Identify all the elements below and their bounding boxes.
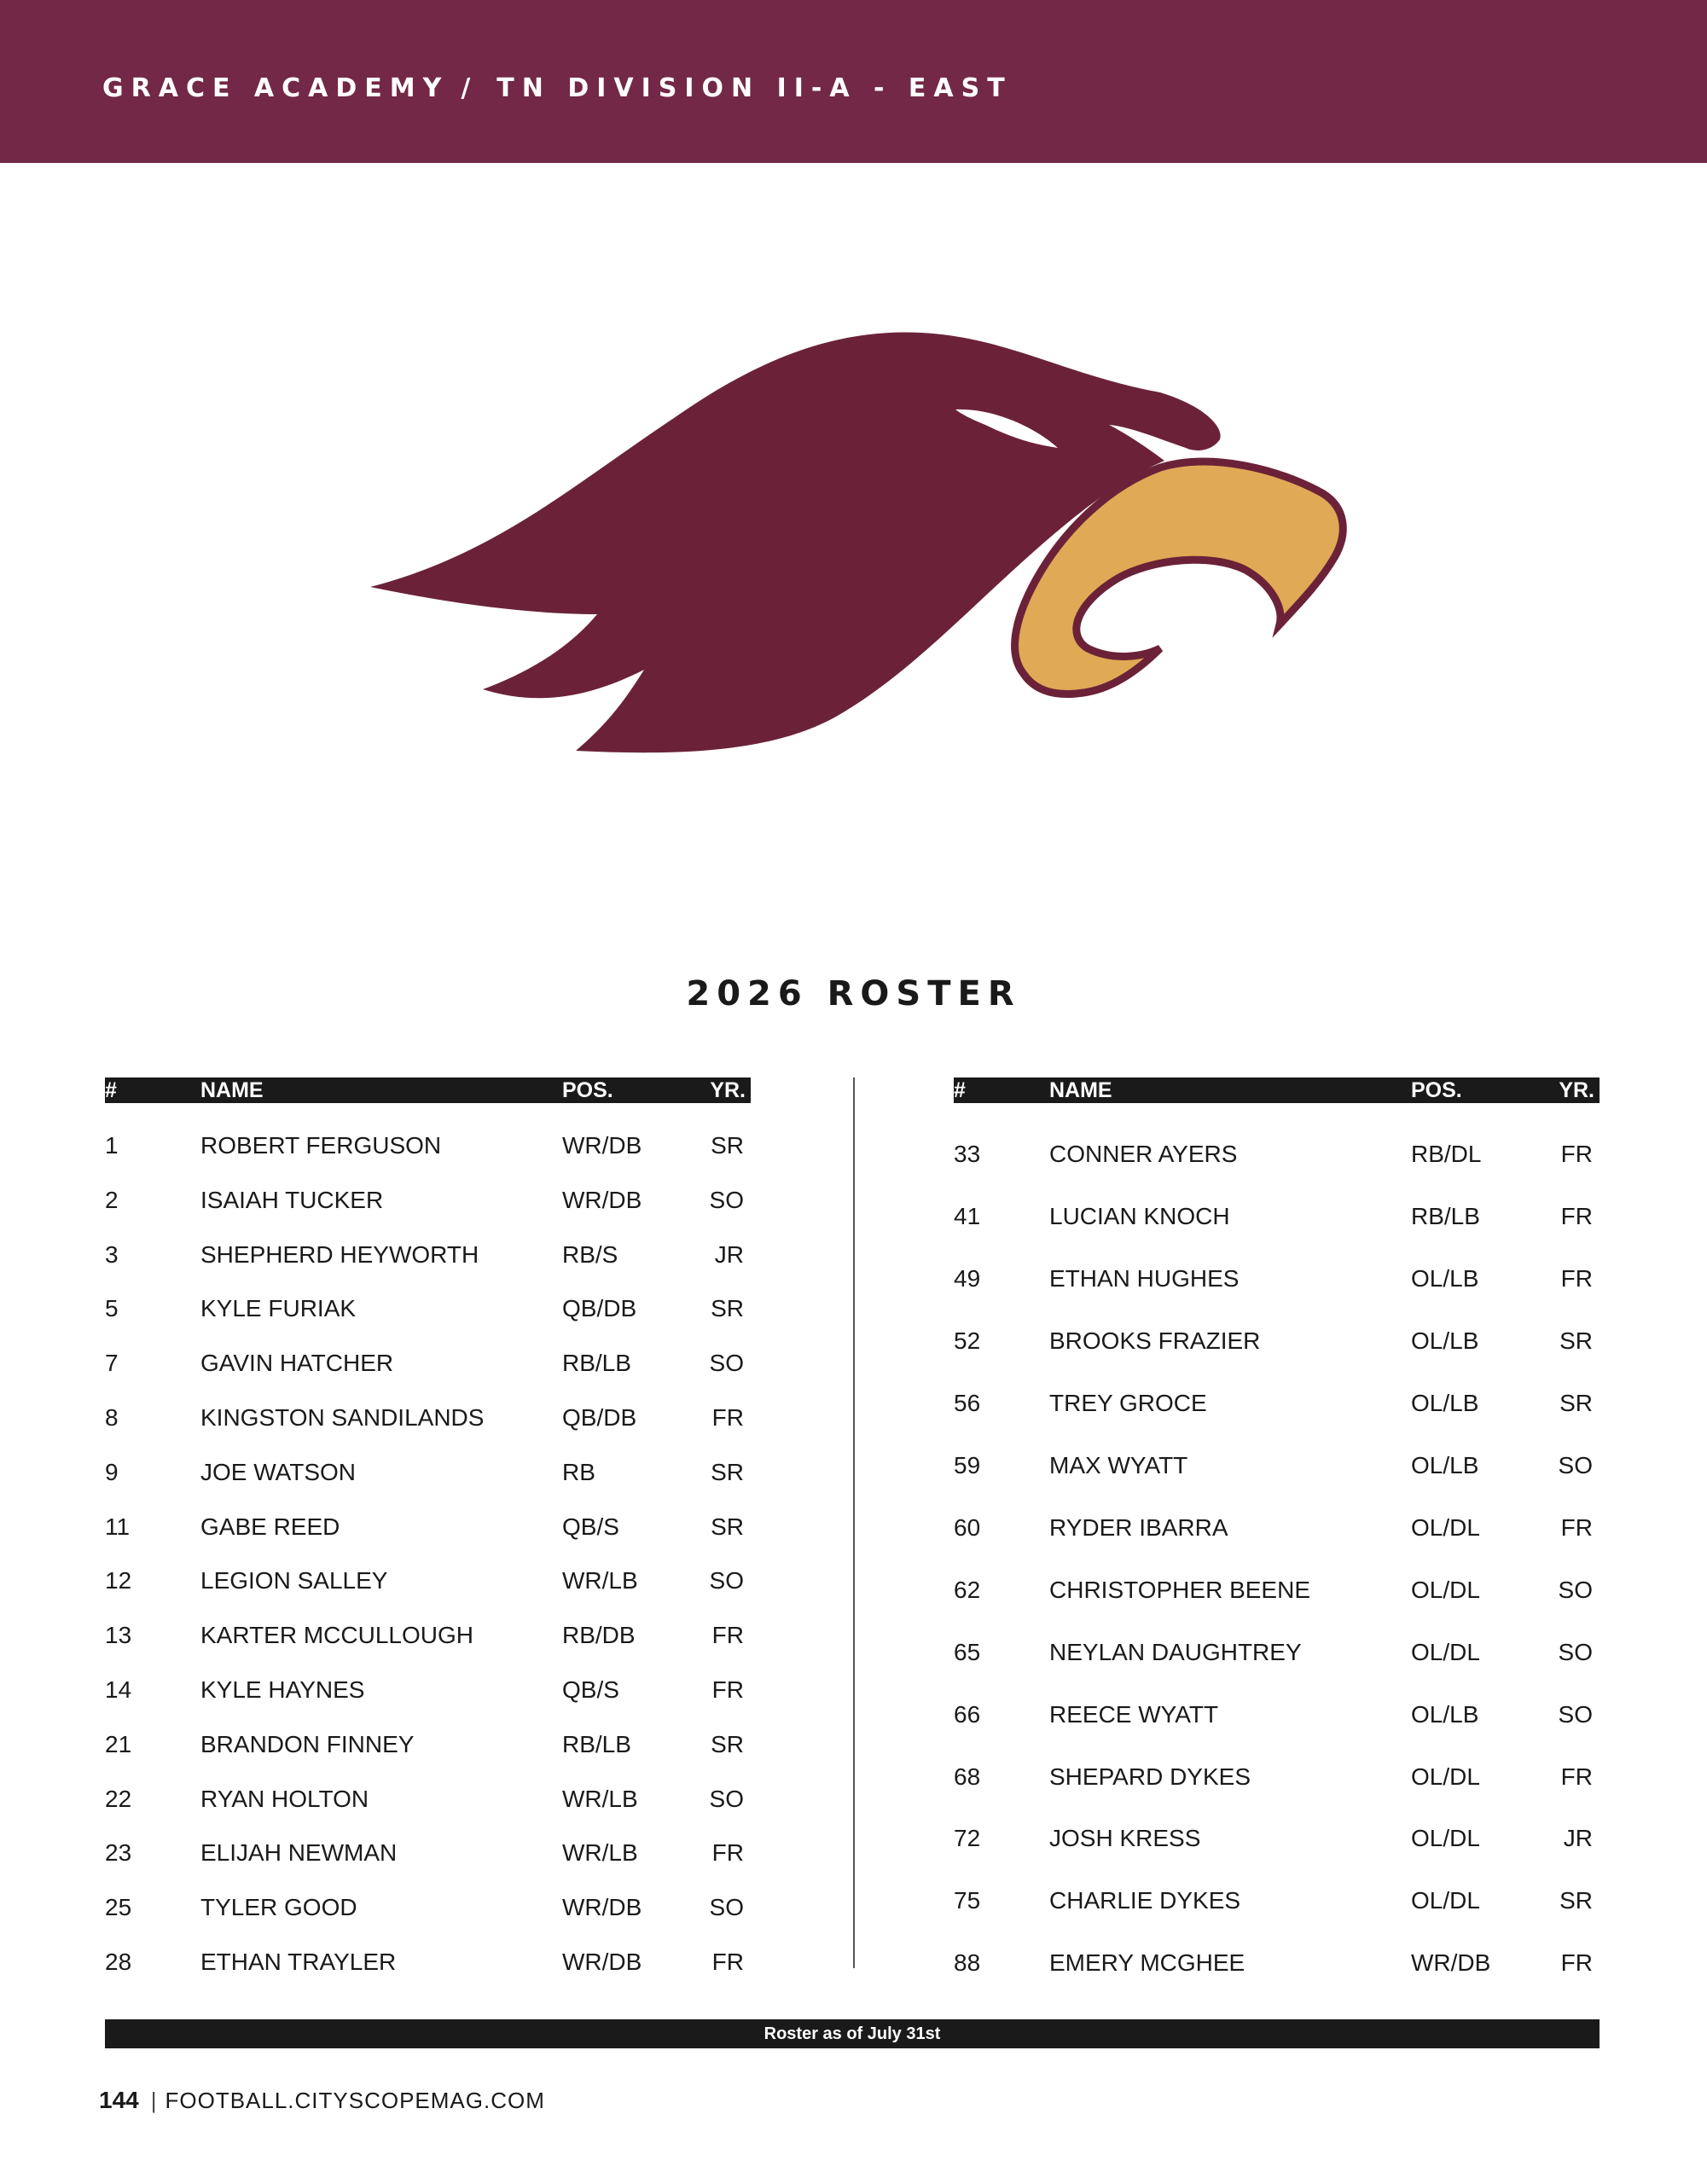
- table-row: [105, 1130, 751, 1165]
- player-position: OL/LB: [1411, 1389, 1479, 1416]
- table-row: [105, 1185, 751, 1219]
- player-year: SO: [709, 1894, 744, 1921]
- table-row: [954, 1948, 1600, 1982]
- player-year: SR: [711, 1458, 744, 1485]
- player-year: FR: [711, 1949, 744, 1975]
- player-name: GABE REED: [200, 1513, 340, 1540]
- player-number: 49: [954, 1264, 981, 1292]
- player-position: OL/DL: [1411, 1887, 1480, 1914]
- table-row: [105, 1457, 751, 1491]
- table-row: [954, 1823, 1600, 1857]
- player-year: FR: [711, 1404, 744, 1431]
- player-name: ISAIAH TUCKER: [200, 1186, 384, 1213]
- table-row: [954, 1699, 1600, 1734]
- table-header: [105, 1077, 751, 1103]
- table-row: [954, 1201, 1600, 1235]
- player-year: SO: [709, 1785, 744, 1812]
- player-position: OL/DL: [1411, 1825, 1480, 1852]
- player-number: 66: [954, 1700, 981, 1728]
- player-year: FR: [1560, 1513, 1593, 1541]
- player-year: JR: [1563, 1825, 1593, 1852]
- player-number: 28: [105, 1949, 132, 1975]
- player-name: JOE WATSON: [200, 1458, 356, 1485]
- player-name: KARTER MCCULLOUGH: [200, 1622, 473, 1649]
- col-name-header: NAME: [1049, 1078, 1112, 1102]
- player-year: FR: [1560, 1141, 1593, 1167]
- player-position: RB/S: [562, 1240, 618, 1268]
- player-name: KYLE FURIAK: [200, 1295, 357, 1322]
- player-number: 62: [954, 1576, 981, 1603]
- player-year: FR: [711, 1676, 744, 1703]
- player-name: KYLE HAYNES: [200, 1676, 365, 1703]
- player-number: 22: [105, 1785, 132, 1812]
- player-position: RB/LB: [562, 1730, 631, 1757]
- player-year: FR: [1560, 1763, 1593, 1790]
- player-position: RB/DL: [1411, 1141, 1482, 1167]
- player-year: SO: [1558, 1451, 1593, 1478]
- player-name: ROBERT FERGUSON: [200, 1132, 442, 1159]
- player-name: ETHAN TRAYLER: [200, 1949, 397, 1975]
- player-year: SR: [711, 1295, 744, 1322]
- player-number: 59: [954, 1451, 981, 1478]
- player-name: GAVIN HATCHER: [200, 1350, 394, 1377]
- player-position: RB/DB: [562, 1622, 636, 1649]
- player-name: BROOKS FRAZIER: [1049, 1327, 1261, 1354]
- player-name: ELIJAH NEWMAN: [200, 1839, 398, 1867]
- player-number: 68: [954, 1763, 981, 1790]
- player-name: MAX WYATT: [1049, 1451, 1188, 1478]
- col-number-header: #: [105, 1078, 117, 1102]
- player-name: RYDER IBARRA: [1049, 1513, 1228, 1541]
- player-name: KINGSTON SANDILANDS: [200, 1404, 485, 1431]
- player-name: CHRISTOPHER BEENE: [1049, 1576, 1310, 1603]
- page-footer: [99, 2087, 545, 2114]
- player-name: CONNER AYERS: [1049, 1141, 1238, 1167]
- table-row: [954, 1139, 1600, 1173]
- table-row: [954, 1762, 1600, 1796]
- table-row: [954, 1885, 1600, 1920]
- roster-title: 2026 ROSTER: [686, 974, 1021, 1014]
- player-name: CHARLIE DYKES: [1049, 1887, 1241, 1914]
- player-position: OL/LB: [1411, 1327, 1479, 1354]
- table-row: [954, 1388, 1600, 1422]
- player-name: ETHAN HUGHES: [1049, 1264, 1240, 1292]
- table-row: [954, 1450, 1600, 1484]
- player-number: 11: [105, 1513, 131, 1540]
- player-name: TYLER GOOD: [200, 1894, 357, 1921]
- table-row: [105, 1675, 751, 1709]
- page-number: 144: [99, 2087, 139, 2113]
- player-name: LEGION SALLEY: [200, 1567, 388, 1594]
- player-year: SR: [711, 1730, 744, 1757]
- col-number-header: #: [954, 1078, 966, 1102]
- player-number: 56: [954, 1389, 981, 1416]
- player-position: RB/LB: [562, 1350, 631, 1377]
- player-year: FR: [1560, 1202, 1593, 1229]
- player-name: EMERY MCGHEE: [1049, 1949, 1245, 1977]
- col-position-header: POS.: [562, 1078, 613, 1102]
- player-year: FR: [1560, 1264, 1593, 1292]
- col-year-header: YR.: [1559, 1078, 1594, 1102]
- player-number: 88: [954, 1949, 981, 1977]
- player-name: SHEPHERD HEYWORTH: [200, 1240, 479, 1268]
- player-name: JOSH KRESS: [1049, 1825, 1201, 1852]
- table-row: [105, 1784, 751, 1818]
- player-position: OL/LB: [1411, 1451, 1479, 1478]
- player-position: QB/S: [562, 1676, 619, 1703]
- player-position: RB/LB: [1411, 1202, 1480, 1229]
- table-row: [105, 1512, 751, 1546]
- division-name: TN DIVISION II-A - EAST: [496, 73, 1013, 103]
- header-band: [0, 0, 1707, 163]
- player-year: SO: [709, 1567, 744, 1594]
- player-number: 2: [105, 1186, 119, 1213]
- player-number: 21: [105, 1730, 132, 1757]
- player-number: 33: [954, 1141, 981, 1167]
- player-position: QB/DB: [562, 1404, 637, 1431]
- table-header: [954, 1077, 1600, 1103]
- player-number: 9: [105, 1458, 119, 1485]
- header-separator: /: [461, 73, 479, 103]
- player-name: SHEPARD DYKES: [1049, 1763, 1251, 1790]
- player-position: WR/LB: [562, 1839, 638, 1867]
- player-position: OL/DL: [1411, 1576, 1480, 1603]
- header-title: [102, 73, 1013, 103]
- player-name: NEYLAN DAUGHTREY: [1049, 1638, 1302, 1665]
- player-year: SO: [709, 1350, 744, 1377]
- player-position: WR/DB: [562, 1894, 642, 1921]
- player-number: 13: [105, 1622, 132, 1649]
- player-position: OL/DL: [1411, 1763, 1480, 1790]
- table-row: [954, 1575, 1600, 1609]
- player-position: RB: [562, 1458, 595, 1485]
- player-name: REECE WYATT: [1049, 1700, 1219, 1728]
- footer-separator: |: [150, 2088, 157, 2113]
- roster-table-left: [105, 1077, 751, 1975]
- table-row: [105, 1620, 751, 1654]
- table-row: [105, 1565, 751, 1600]
- player-year: SO: [1558, 1638, 1593, 1665]
- column-divider: [853, 1077, 855, 1968]
- table-row: [105, 1947, 751, 1981]
- player-number: 8: [105, 1404, 119, 1431]
- player-number: 3: [105, 1240, 119, 1268]
- player-number: 72: [954, 1825, 981, 1852]
- player-number: 41: [954, 1202, 981, 1229]
- player-name: TREY GROCE: [1049, 1389, 1207, 1416]
- player-year: FR: [711, 1622, 744, 1649]
- player-year: SR: [711, 1513, 744, 1540]
- player-position: WR/LB: [562, 1567, 638, 1594]
- table-row: [954, 1637, 1600, 1671]
- player-name: RYAN HOLTON: [200, 1785, 369, 1812]
- hawk-head-icon: [358, 324, 1356, 759]
- player-name: LUCIAN KNOCH: [1049, 1202, 1230, 1229]
- player-year: FR: [711, 1839, 744, 1867]
- player-name: BRANDON FINNEY: [200, 1730, 415, 1757]
- player-position: OL/DL: [1411, 1638, 1480, 1665]
- player-position: WR/DB: [1411, 1949, 1491, 1977]
- player-position: WR/DB: [562, 1186, 642, 1213]
- table-row: [105, 1240, 751, 1274]
- roster-table-right: [954, 1077, 1600, 1977]
- player-number: 5: [105, 1295, 119, 1322]
- player-year: SO: [1558, 1576, 1593, 1603]
- table-row: [954, 1513, 1600, 1547]
- roster-footnote: Roster as of July 31st: [105, 2019, 1600, 2048]
- table-row: [105, 1403, 751, 1437]
- player-year: SR: [1559, 1327, 1593, 1354]
- col-name-header: NAME: [200, 1078, 264, 1102]
- footer-url[interactable]: FOOTBALL.CITYSCOPEMAG.COM: [165, 2088, 545, 2113]
- player-position: WR/DB: [562, 1949, 642, 1975]
- player-number: 60: [954, 1513, 981, 1541]
- player-position: WR/DB: [562, 1132, 642, 1159]
- player-year: JR: [714, 1240, 744, 1268]
- player-number: 12: [105, 1567, 132, 1594]
- player-number: 14: [105, 1676, 132, 1703]
- player-position: OL/DL: [1411, 1513, 1480, 1541]
- table-row: [105, 1838, 751, 1872]
- table-row: [954, 1263, 1600, 1298]
- player-position: OL/LB: [1411, 1264, 1479, 1292]
- player-position: WR/LB: [562, 1785, 638, 1812]
- school-name: GRACE ACADEMY: [102, 73, 450, 103]
- col-position-header: POS.: [1411, 1078, 1462, 1102]
- player-position: OL/LB: [1411, 1700, 1479, 1728]
- player-year: SR: [1559, 1887, 1593, 1914]
- col-year-header: YR.: [710, 1078, 746, 1102]
- player-position: QB/DB: [562, 1295, 637, 1322]
- player-number: 52: [954, 1327, 981, 1354]
- player-number: 65: [954, 1638, 981, 1665]
- player-year: SR: [1559, 1389, 1593, 1416]
- player-year: SO: [1558, 1700, 1593, 1728]
- player-year: FR: [1560, 1949, 1593, 1977]
- table-row: [105, 1348, 751, 1382]
- player-year: SO: [709, 1186, 744, 1213]
- player-number: 75: [954, 1887, 981, 1914]
- table-row: [105, 1892, 751, 1926]
- table-row: [954, 1326, 1600, 1360]
- player-year: SR: [711, 1132, 744, 1159]
- table-row: [105, 1293, 751, 1327]
- player-number: 7: [105, 1350, 119, 1377]
- player-number: 1: [105, 1132, 119, 1159]
- player-number: 25: [105, 1894, 132, 1921]
- player-position: QB/S: [562, 1513, 619, 1540]
- table-row: [105, 1729, 751, 1763]
- player-number: 23: [105, 1839, 132, 1867]
